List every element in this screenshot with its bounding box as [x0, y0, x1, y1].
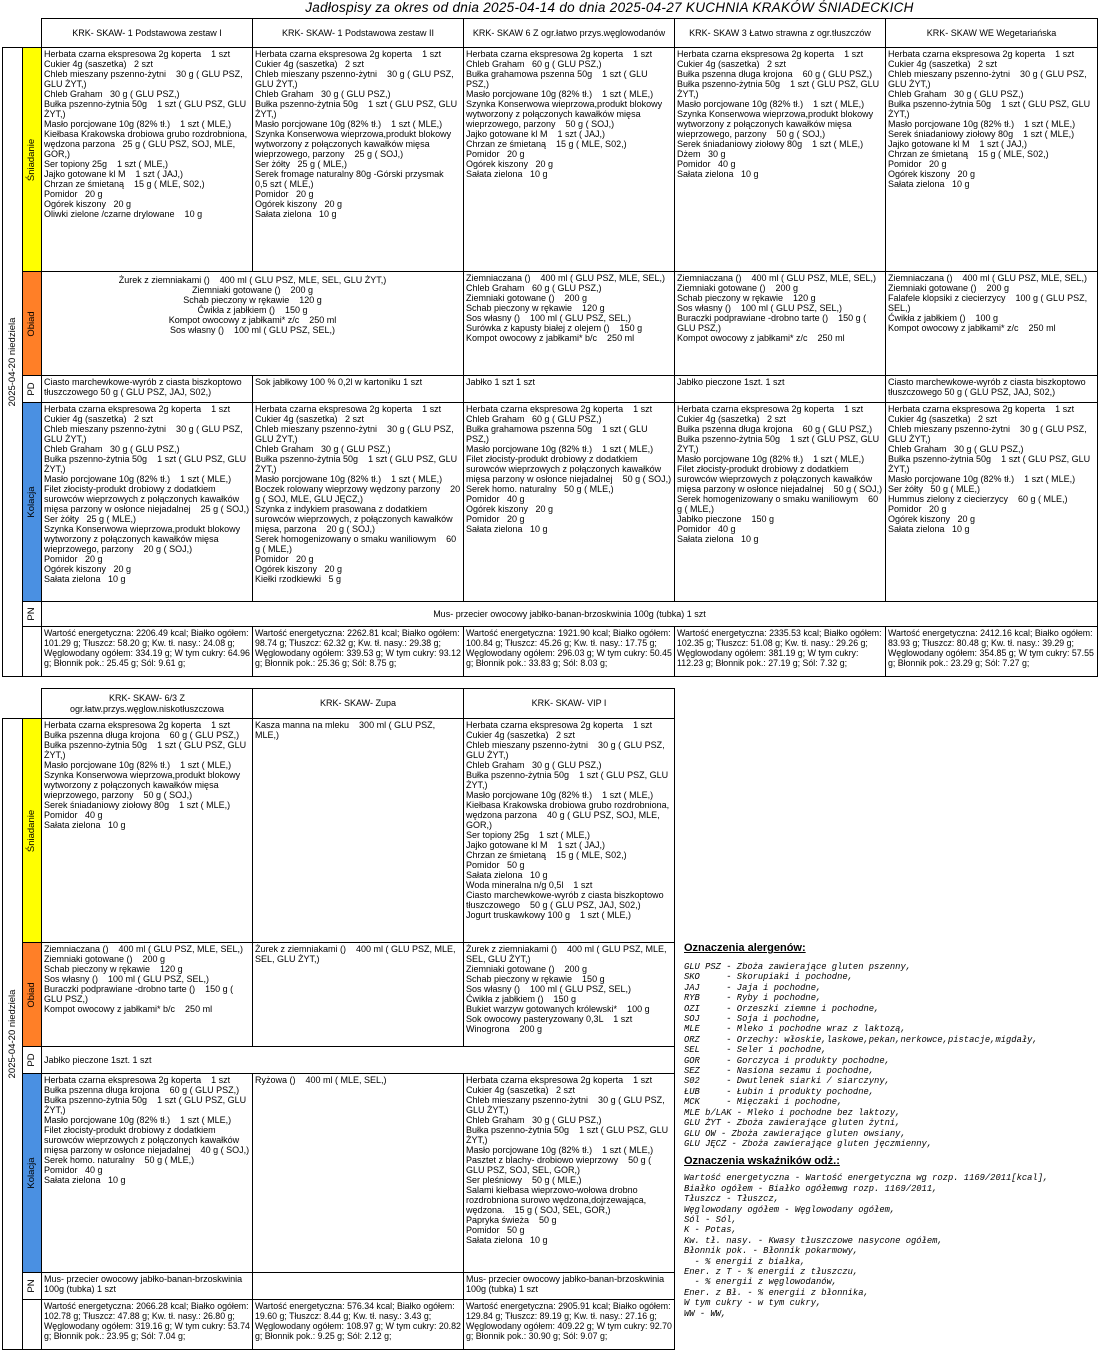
menu-cell: Herbata czarna ekspresowa 2g koperta 1 szt Cukier 4g (saszetka) 2 szt Chleb mieszany pszenno-żytni 30 g ( GLU PSZ, GLU ŻYT,) Chleb Graham 30 g ( GLU PSZ,) Bułka pszenno-żytnia 50g 1 szt ( GLU PSZ, GLU ŻYT,) Masło porcjowane 10g (82% tł.) 1 szt ( MLE,) Filet złocisty-produkt drobiowy z dodatkiem surowców wieprzowych z połączonych kawałków mięsa parzony w osłonce niejadalnej 25 g ( SOJ,) Ser żółty 25 g ( MLE,) Szynka Konserwowa wieprzowa,produkt blokowy wytworzony z połączonych kawałków mięsa wieprzowego, parzony 20 g ( SOJ,) Pomidor 20 g Ogórek kiszony 20 g Sałata zielona 10 g — [42, 403, 253, 602]
date-label: 2025-04-20 niedziela — [6, 317, 18, 407]
menu-cell: Żurek z ziemniakami () 400 ml ( GLU PSZ, MLE, SEL, GLU ŻYT,) Ziemniaki gotowane () 200 g Schab pieczony w rękawie 150 g Sos własny () 100 ml ( GLU PSZ, SEL,) Ćwikła z jabłkiem () 150 g Bukiet warzyw gotowanych królewski* 100 g Sok owocowy pasteryzowany 0,3L 1 szt Winogrona 200 g — [464, 943, 675, 1047]
menu-cell: Herbata czarna ekspresowa 2g koperta 1 szt Cukier 4g (saszetka) 2 szt Chleb mieszany pszenno-żytni 30 g ( GLU PSZ, GLU ŻYT,) Chleb Graham 30 g ( GLU PSZ,) Bułka pszenno-żytnia 50g 1 szt ( GLU PSZ, GLU ŻYT,) Masło porcjowane 10g (82% tł.) 1 szt ( MLE,) Boczek rolowany wieprzowy wędzony parzony 20 g ( SOJ, MLE, GLU JĘCZ,) Szynka z indykiem prasowana z dodatkiem surowców wieprzowych, z połączonych kawałków mięsa, parzona 20 g ( SOJ,) Serek homogenizowany o smaku waniliowym 60 g ( MLE,) Pomidor 20 g Ogórek kiszony 20 g Kiełki rzodkiewki 5 g — [253, 403, 464, 602]
column-header: KRK- SKAW 6 Z ogr.łatwo przys.węglowodanów — [464, 19, 675, 48]
menu-cell: Ryżowa () 400 ml ( MLE, SEL,) — [253, 1074, 464, 1273]
date-cell — [3, 48, 23, 677]
menu-cell: Herbata czarna ekspresowa 2g koperta 1 szt Cukier 4g (saszetka) 2 szt Bułka pszenna długa krojona 60 g ( GLU PSZ,) Bułka pszenno-żytnia 50g 1 szt ( GLU PSZ, GLU ŻYT,) Masło porcjowane 10g (82% tł.) 1 szt ( MLE,) Filet złocisty-produkt drobiowy z dodatkiem surowców wieprzowych z połączonych kawałków mięsa parzony w osłonce niejadalnej 50 g ( SOJ,) Serek homogenizowany o smaku waniliowym 60 g ( MLE,) Jabłko pieczone 150 g Pomidor 40 g Sałata zielona 10 g — [675, 403, 886, 602]
menu-cell: Herbata czarna ekspresowa 2g koperta 1 szt Cukier 4g (saszetka) 2 szt Chleb mieszany pszenno-żytni 30 g ( GLU PSZ, GLU ŻYT,) Chleb Graham 30 g ( GLU PSZ,) Bułka pszenno-żytnia 50g 1 szt ( GLU PSZ, GLU ŻYT,) Masło porcjowane 10g (82% tł.) 1 szt ( MLE,) Pasztet z blachy- drobiowo wieprzowy 50 g ( GLU PSZ, SOJ, SEL, GOR,) Ser pleśniowy 50 g ( MLE,) Salami kiełbasa wieprzowo-wołowa drobno rozdrobniona surowo wędzona,dojrzewająca, wędzona. 15 g ( SOJ, SEL, GOR,) Papryka świeża 50 g Pomidor 50 g Sałata zielona 10 g — [464, 1074, 675, 1273]
menu-cell: Herbata czarna ekspresowa 2g koperta 1 szt Cukier 4g (saszetka) 2 szt Bułka pszenna długa krojona 60 g ( GLU PSZ,) Bułka pszenno-żytnia 50g 1 szt ( GLU PSZ, GLU ŻYT,) Masło porcjowane 10g (82% tł.) 1 szt ( MLE,) Szynka Konserwowa wieprzowa,produkt blokowy wytworzony z połączonych kawałków mięsa wieprzowego, parzony 50 g ( SOJ,) Serek śniadaniowy ziołowy 80g 1 szt ( MLE,) Dżem 30 g Pomidor 40 g Sałata zielona 10 g — [675, 48, 886, 272]
date-label: 2025-04-20 niedziela — [6, 989, 18, 1079]
column-header: KRK- SKAW 3 Łatwo strawna z ogr.tłuszczów — [675, 19, 886, 48]
nutrition-cell: Wartość energetyczna: 2262.81 kcal; Białko ogółem: 98.74 g; Tłuszcz: 62.32 g; Kw. tł. nasy.: 29.38 g; Węglowodany ogółem: 339.53 g; W tym cukry: 93.12 g; Błonnik pok.: 25.36 g; Sól: 8.75 g; — [253, 627, 464, 677]
meal-pn: PN — [23, 602, 42, 627]
menu-cell-shared: Mus- przecier owocowy jabłko-banan-brzoskwinia 100g (tubka) 1 szt — [42, 602, 1098, 627]
meal-obiad: Obiad — [23, 943, 42, 1047]
menu-cell: Jabłko pieczone 1szt. 1 szt — [675, 376, 886, 403]
nutrition-cell: Wartość energetyczna: 2412.16 kcal; Białko ogółem: 83.93 g; Tłuszcz: 80.48 g; Kw. tł. nasy.: 39.29 g; Węglowodany ogółem: 354.85 g; W tym cukry: 57.55 g; Błonnik pok.: 23.29 g; Sól: 7.27 g; — [886, 627, 1098, 677]
menu-table-1 — [2, 18, 1098, 677]
menu-cell — [253, 1273, 464, 1300]
menu-cell: Kasza manna na mleku 300 ml ( GLU PSZ, MLE,) — [253, 719, 464, 943]
menu-cell: Ziemniaczana () 400 ml ( GLU PSZ, MLE, SEL,) Ziemniaki gotowane () 200 g Falafele klopsiki z ciecierzycy 100 g ( GLU PSZ, SEL,) Ćwikła z jabłkiem () 100 g Kompot owocowy z jabłkami* z/c 250 ml — [886, 272, 1098, 376]
allergens-list: GLU PSZ - Zboża zawierające gluten pszenny, SKO - Skorupiaki i pochodne, JAJ - Jaja i pochodne, RYB - Ryby i pochodne, OZI - Orzeszki ziemne i pochodne, SOJ - Soja i pochodne, MLE - Mleko i pochodne wraz z laktozą, ORZ - Orzechy: włoskie,laskowe,pekan,nerkowce,pistacje,migdały, SEL - Seler i pochodne, GOR - Gorczyca i produkty pochodne, SEZ - Nasiona sezamu i pochodne, S02 - Dwutlenek siarki / siarczyny, ŁUB - Łubin i produkty pochodne, MCK - Mięczaki i pochodne, MLE b/LAK - Mleko i pochodne bez laktozy, GLU ŻYT - Zboża zawierające gluten żytni, GLU OW - Zboża zawierające gluten owsiany, GLU JĘCZ - Zboża zawierające gluten jęczmienny, — [684, 962, 1038, 1149]
menu-cell: Sok jabłkowy 100 % 0,2l w kartoniku 1 szt — [253, 376, 464, 403]
menu-cell: Herbata czarna ekspresowa 2g koperta 1 szt Cukier 4g (saszetka) 2 szt Chleb mieszany pszenno-żytni 30 g ( GLU PSZ, GLU ŻYT,) Chleb Graham 30 g ( GLU PSZ,) Bułka pszenno-żytnia 50g 1 szt ( GLU PSZ, GLU ŻYT,) Masło porcjowane 10g (82% tł.) 1 szt ( MLE,) Kiełbasa Krakowska drobiowa grubo rozdrobniona, wędzona parzona 25 g ( GLU PSZ, SOJ, MLE, GOR,) Ser topiony 25g 1 szt ( MLE,) Jajko gotowane kl M 1 szt ( JAJ,) Chrzan ze śmietaną 15 g ( MLE, S02,) Pomidor 20 g Ogórek kiszony 20 g Oliwki zielone /czarne drylowane 10 g — [42, 48, 253, 272]
column-header: KRK- SKAW WE Wegetariańska — [886, 19, 1098, 48]
menu-cell: Herbata czarna ekspresowa 2g koperta 1 szt Chleb Graham 60 g ( GLU PSZ,) Bułka grahamowa pszenna 50g 1 szt ( GLU PSZ,) Masło porcjowane 10g (82% tł.) 1 szt ( MLE,) Szynka Konserwowa wieprzowa,produkt blokowy wytworzony z połączonych kawałków mięsa wieprzowego, parzony 50 g ( SOJ,) Jajko gotowane kl M 1 szt ( JAJ,) Chrzan ze śmietaną 15 g ( MLE, S02,) Pomidor 20 g Ogórek kiszony 20 g Sałata zielona 10 g — [464, 48, 675, 272]
menu-cell: Herbata czarna ekspresowa 2g koperta 1 szt Bułka pszenna długa krojona 60 g ( GLU PSZ,) Bułka pszenno-żytnia 50g 1 szt ( GLU PSZ, GLU ŻYT,) Masło porcjowane 10g (82% tł.) 1 szt ( MLE,) Filet złocisty-produkt drobiowy z dodatkiem surowców wieprzowych z połączonych kawałków mięsa parzony w osłonce niejadalnej 40 g ( SOJ,) Serek homo. naturalny 50 g ( MLE,) Pomidor 40 g Sałata zielona 10 g — [42, 1074, 253, 1273]
meal-pn: PN — [23, 1273, 42, 1300]
meal-obiad: Obiad — [23, 272, 42, 376]
column-header: KRK- SKAW- VIP I — [464, 689, 675, 719]
nutrients-title: Oznaczenia wskaźników odż.: — [684, 1155, 840, 1168]
menu-cell: Herbata czarna ekspresowa 2g koperta 1 szt Cukier 4g (saszetka) 2 szt Chleb mieszany pszenno-żytni 30 g ( GLU PSZ, GLU ŻYT,) Chleb Graham 30 g ( GLU PSZ,) Bułka pszenno-żytnia 50g 1 szt ( GLU PSZ, GLU ŻYT,) Masło porcjowane 10g (82% tł.) 1 szt ( MLE,) Ser żółty 50 g ( MLE,) Hummus zielony z ciecierzycy 60 g ( MLE,) Pomidor 20 g Ogórek kiszony 20 g Sałata zielona 10 g — [886, 403, 1098, 602]
nutrition-cell: Wartość energetyczna: 2905.91 kcal; Białko ogółem: 129.84 g; Tłuszcz: 89.19 g; Kw. tł. nasy.: 27.16 g; Węglowodany ogółem: 409.22 g; W tym cukry: 92.70 g; Błonnik pok.: 30.90 g; Sól: 9.07 g; — [464, 1300, 675, 1350]
nutrition-cell: Wartość energetyczna: 2206.49 kcal; Białko ogółem: 101.29 g; Tłuszcz: 58.20 g; Kw. tł. nasy.: 24.08 g; Węglowodany ogółem: 334.19 g; W tym cukry: 64.96 g; Błonnik pok.: 25.45 g; Sól: 9.61 g; — [42, 627, 253, 677]
page-title: Jadłospisy za okres od dnia 2025-04-14 do dnia 2025-04-27 KUCHNIA KRAKÓW ŚNIADECKICH — [305, 0, 914, 15]
column-header: KRK- SKAW- Zupa — [253, 689, 464, 719]
meal-sniadanie: Śniadanie — [23, 48, 42, 272]
menu-cell: Ciasto marchewkowe-wyrób z ciasta biszkoptowo tłuszczowego 50 g ( GLU PSZ, JAJ, S02,) — [42, 376, 253, 403]
menu-cell: Herbata czarna ekspresowa 2g koperta 1 szt Chleb Graham 60 g ( GLU PSZ,) Bułka grahamowa pszenna 50g 1 szt ( GLU PSZ,) Masło porcjowane 10g (82% tł.) 1 szt ( MLE,) Filet złocisty-produkt drobiowy z dodatkiem surowców wieprzowych z połączonych kawałków mięsa parzony w osłonce niejadalnej 50 g ( SOJ,) Serek homo. naturalny 50 g ( MLE,) Pomidor 40 g Ogórek kiszony 20 g Pomidor 20 g Sałata zielona 10 g — [464, 403, 675, 602]
nutrition-cell: Wartość energetyczna: 2335.53 kcal; Białko ogółem: 102.35 g; Tłuszcz: 51.08 g; Kw. tł. nasy.: 29.26 g; Węglowodany ogółem: 381.19 g; W tym cukry: 112.23 g; Błonnik pok.: 27.19 g; Sól: 7.32 g; — [675, 627, 886, 677]
menu-table-2 — [2, 688, 675, 1350]
menu-cell: Mus- przecier owocowy jabłko-banan-brzoskwinia 100g (tubka) 1 szt — [464, 1273, 675, 1300]
menu-cell: Jabłko 1 szt 1 szt — [464, 376, 675, 403]
menu-cell: Ciasto marchewkowe-wyrób z ciasta biszkoptowo tłuszczowego 50 g ( GLU PSZ, JAJ, S02,) — [886, 376, 1098, 403]
meal-kolacja: Kolacja — [23, 403, 42, 602]
nutrients-list: Wartość energetyczna - Wartość energetyczna wg rozp. 1169/2011[kcal], Białko ogółem - Białko ogółemwg rozp. 1169/2011, Tłuszcz - Tłuszcz, Węglowodany ogółem - Węglowodany ogółem, Sól - Sól, K - Potas, Kw. tł. nasy. - Kwasy tłuszczowe nasycone ogółem, Błonnik pok. - Błonnik pokarmowy, - % energii z białka, Ener. z T - % energii z tłuszczu, - % energii z węglowodanów, Ener. z Bł. - % energii z błonnika, W tym cukry - w tym cukry, WW - WW, — [684, 1173, 1049, 1319]
allergens-title: Oznaczenia alergenów: — [684, 942, 806, 954]
date-cell — [3, 719, 23, 1350]
nutrition-cell: Wartość energetyczna: 1921.90 kcal; Białko ogółem: 100.84 g; Tłuszcz: 45.26 g; Kw. tł. nasy.: 17.75 g; Węglowodany ogółem: 296.03 g; W tym cukry: 50.45 g; Błonnik pok.: 33.83 g; Sól: 8.03 g; — [464, 627, 675, 677]
menu-cell: Herbata czarna ekspresowa 2g koperta 1 szt Cukier 4g (saszetka) 2 szt Chleb mieszany pszenno-żytni 30 g ( GLU PSZ, GLU ŻYT,) Chleb Graham 30 g ( GLU PSZ,) Bułka pszenno-żytnia 50g 1 szt ( GLU PSZ, GLU ŻYT,) Masło porcjowane 10g (82% tł.) 1 szt ( MLE,) Szynka Konserwowa wieprzowa,produkt blokowy wytworzony z połączonych kawałków mięsa wieprzowego, parzony 25 g ( SOJ,) Ser żółty 25 g ( MLE,) Serek fromage naturalny 80g -Górski przysmak 0,5 szt ( MLE,) Pomidor 20 g Ogórek kiszony 20 g Sałata zielona 10 g — [253, 48, 464, 272]
meal-sniadanie: Śniadanie — [23, 719, 42, 943]
menu-cell: Herbata czarna ekspresowa 2g koperta 1 szt Bułka pszenna długa krojona 60 g ( GLU PSZ,) Bułka pszenno-żytnia 50g 1 szt ( GLU PSZ, GLU ŻYT,) Masło porcjowane 10g (82% tł.) 1 szt ( MLE,) Szynka Konserwowa wieprzowa,produkt blokowy wytworzony z połączonych kawałków mięsa wieprzowego, parzony 50 g ( SOJ,) Serek śniadaniowy ziołowy 80g 1 szt ( MLE,) Pomidor 40 g Sałata zielona 10 g — [42, 719, 253, 943]
meal-kolacja: Kolacja — [23, 1074, 42, 1273]
meal-pd: PD — [23, 376, 42, 403]
menu-cell: Herbata czarna ekspresowa 2g koperta 1 szt Cukier 4g (saszetka) 2 szt Chleb mieszany pszenno-żytni 30 g ( GLU PSZ, GLU ŻYT,) Chleb Graham 30 g ( GLU PSZ,) Bułka pszenno-żytnia 50g 1 szt ( GLU PSZ, GLU ŻYT,) Masło porcjowane 10g (82% tł.) 1 szt ( MLE,) Serek śniadaniowy ziołowy 80g 1 szt ( MLE,) Jajko gotowane kl M 1 szt ( JAJ,) Chrzan ze śmietaną 15 g ( MLE, S02,) Pomidor 20 g Ogórek kiszony 20 g Sałata zielona 10 g — [886, 48, 1098, 272]
nutrition-cell: Wartość energetyczna: 2066.28 kcal; Białko ogółem: 102.78 g; Tłuszcz: 47.88 g; Kw. tł. nasy.: 26.80 g; Węglowodany ogółem: 319.16 g; W tym cukry: 53.74 g; Błonnik pok.: 23.95 g; Sól: 7.04 g; — [42, 1300, 253, 1350]
column-header: KRK- SKAW- 1 Podstawowa zestaw II — [253, 19, 464, 48]
menu-cell-shared: Jabłko pieczone 1szt. 1 szt — [42, 1047, 675, 1074]
menu-cell: Mus- przecier owocowy jabłko-banan-brzoskwinia 100g (tubka) 1 szt — [42, 1273, 253, 1300]
menu-cell: Ziemniaczana () 400 ml ( GLU PSZ, MLE, SEL,) Chleb Graham 60 g ( GLU PSZ,) Ziemniaki gotowane () 200 g Schab pieczony w rękawie 120 g Sos własny () 100 ml ( GLU PSZ, SEL,) Surówka z kapusty białej z olejem () 150 g Kompot owocowy z jabłkami* b/c 250 ml — [464, 272, 675, 376]
menu-cell-shared: Żurek z ziemniakami () 400 ml ( GLU PSZ, MLE, SEL, GLU ŻYT,) Ziemniaki gotowane () 200 g Schab pieczony w rękawie 120 g Ćwikła z jabłkiem () 150 g Kompot owocowy z jabłkami* z/c 250 ml Sos własny () 100 ml ( GLU PSZ, SEL,) — [42, 272, 464, 376]
menu-cell: Ziemniaczana () 400 ml ( GLU PSZ, MLE, SEL,) Ziemniaki gotowane () 200 g Schab pieczony w rękawie 120 g Sos własny () 100 ml ( GLU PSZ, SEL,) Buraczki podprawiane -drobno tarte () 150 g ( GLU PSZ,) Kompot owocowy z jabłkami* b/c 250 ml — [42, 943, 253, 1047]
menu-cell: Herbata czarna ekspresowa 2g koperta 1 szt Cukier 4g (saszetka) 2 szt Chleb mieszany pszenno-żytni 30 g ( GLU PSZ, GLU ŻYT,) Chleb Graham 30 g ( GLU PSZ,) Bułka pszenno-żytnia 50g 1 szt ( GLU PSZ, GLU ŻYT,) Masło porcjowane 10g (82% tł.) 1 szt ( MLE,) Kiełbasa Krakowska drobiowa grubo rozdrobniona, wędzona parzona 40 g ( GLU PSZ, SOJ, MLE, GOR,) Ser topiony 25g 1 szt ( MLE,) Jajko gotowane kl M 1 szt ( JAJ,) Chrzan ze śmietaną 15 g ( MLE, S02,) Pomidor 50 g Sałata zielona 10 g Woda mineralna n/g 0,5l 1 szt Ciasto marchewkowe-wyrób z ciasta biszkoptowo tłuszczowego 50 g ( GLU PSZ, JAJ, S02,) Jogurt truskawkowy 100 g 1 szt ( MLE,) — [464, 719, 675, 943]
menu-cell: Ziemniaczana () 400 ml ( GLU PSZ, MLE, SEL,) Ziemniaki gotowane () 200 g Schab pieczony w rękawie 120 g Sos własny () 100 ml ( GLU PSZ, SEL,) Buraczki podprawiane -drobno tarte () 150 g ( GLU PSZ,) Kompot owocowy z jabłkami* z/c 250 ml — [675, 272, 886, 376]
legend — [684, 942, 1099, 1319]
menu-cell: Żurek z ziemniakami () 400 ml ( GLU PSZ, MLE, SEL, GLU ŻYT,) — [253, 943, 464, 1047]
column-header: KRK- SKAW- 6/3 Z ogr.łatw.przys.węglow.niskotłuszczowa — [42, 689, 253, 719]
meal-pd: PD — [23, 1047, 42, 1074]
nutrition-cell: Wartość energetyczna: 576.34 kcal; Białko ogółem: 19.60 g; Tłuszcz: 8.44 g; Kw. tł. nasy.: 3.43 g; Węglowodany ogółem: 108.97 g; W tym cukry: 20.82 g; Błonnik pok.: 9.25 g; Sól: 2.12 g; — [253, 1300, 464, 1350]
column-header: KRK- SKAW- 1 Podstawowa zestaw I — [42, 19, 253, 48]
